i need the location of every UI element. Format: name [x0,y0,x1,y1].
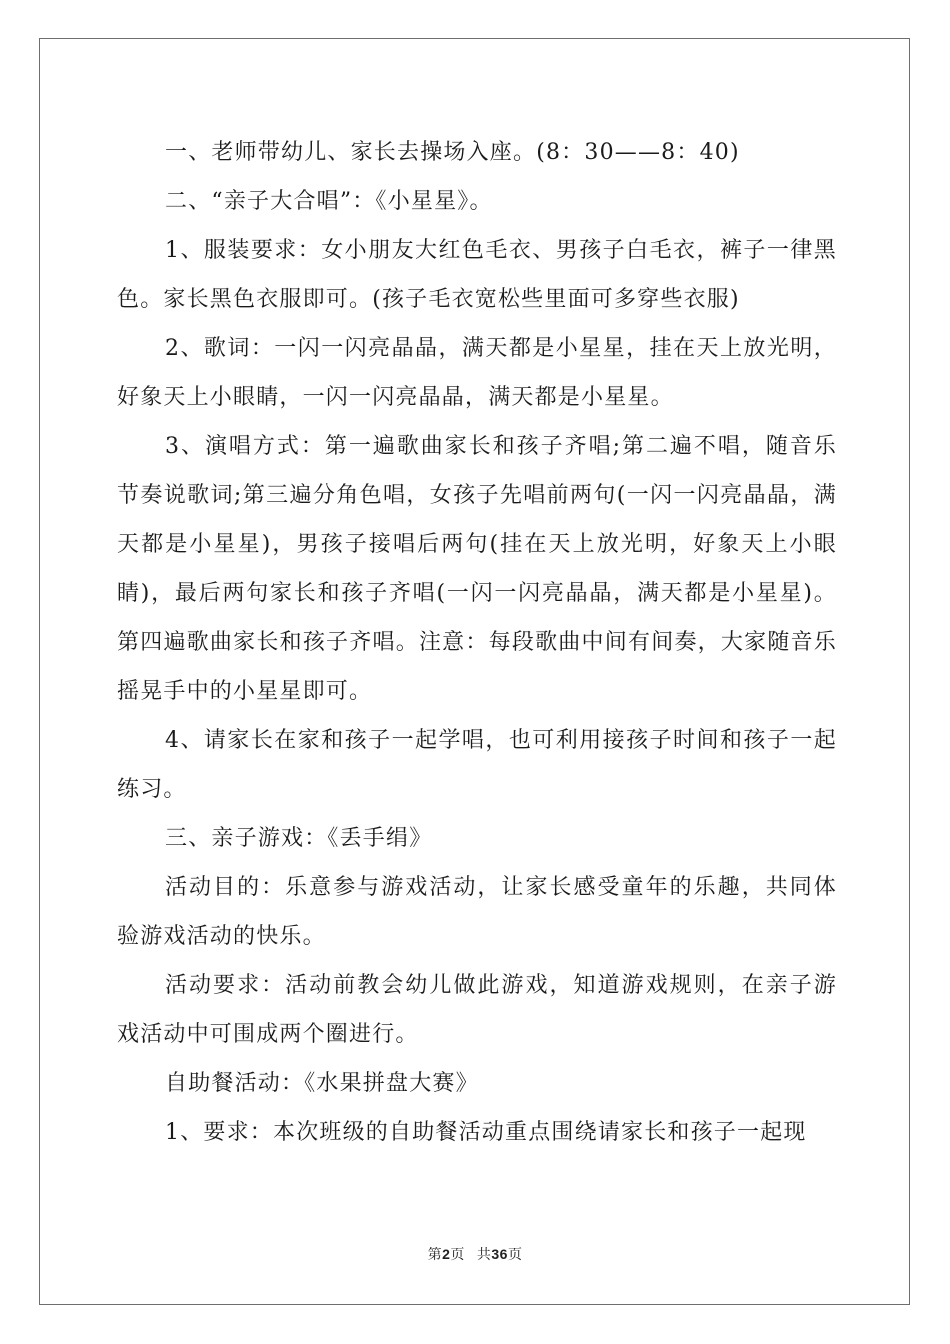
page-number: 2 [442,1246,451,1262]
paragraph-1: 一、老师带幼儿、家长去操场入座。(8：30——8：40) [165,140,740,165]
paragraph-3: 1、服装要求：女小朋友大红色毛衣、男孩子白毛衣，裤子一律黑色。家长黑色衣服即可。(孩子毛衣宽松些里面可多穿些衣服) [117,238,837,312]
page-footer [0,1244,950,1264]
paragraph-11: 1、要求：本次班级的自助餐活动重点围绕请家长和孩子一起现 [165,1120,807,1145]
paragraph-10: 自助餐活动：《水果拼盘大赛》 [165,1071,479,1096]
paragraph-8: 活动目的：乐意参与游戏活动，让家长感受童年的乐趣，共同体验游戏活动的快乐。 [117,875,837,949]
page-prefix: 第 [427,1247,443,1263]
paragraph-7: 三、亲子游戏：《丢手绢》 [165,826,433,851]
total-prefix: 共 [476,1247,492,1263]
page-suffix: 页 [450,1247,465,1263]
paragraph-9: 活动要求：活动前教会幼儿做此游戏，知道游戏规则，在亲子游戏活动中可围成两个圈进行。 [117,973,837,1047]
document-body [117,128,837,1157]
total-suffix: 页 [507,1247,523,1263]
paragraph-6: 4、请家长在家和孩子一起学唱，也可利用接孩子时间和孩子一起练习。 [117,728,837,802]
total-pages: 36 [491,1246,508,1262]
paragraph-2: 二、“亲子大合唱”：《小星星》。 [165,189,493,214]
paragraph-4: 2、歌词：一闪一闪亮晶晶，满天都是小星星，挂在天上放光明，好象天上小眼睛，一闪一闪亮晶晶，满天都是小星星。 [117,336,837,410]
paragraph-5: 3、演唱方式：第一遍歌曲家长和孩子齐唱;第二遍不唱，随音乐节奏说歌词;第三遍分角色唱，女孩子先唱前两句(一闪一闪亮晶晶，满天都是小星星)，男孩子接唱后两句(挂在天上放光明，好象天上小眼睛)，最后两句家长和孩子齐唱(一闪一闪亮晶晶，满天都是小星星)。第四遍歌曲家长和孩子齐唱。注意：每段歌曲中间有间奏，大家随音乐摇晃手中的小星星即可。 [117,434,837,704]
